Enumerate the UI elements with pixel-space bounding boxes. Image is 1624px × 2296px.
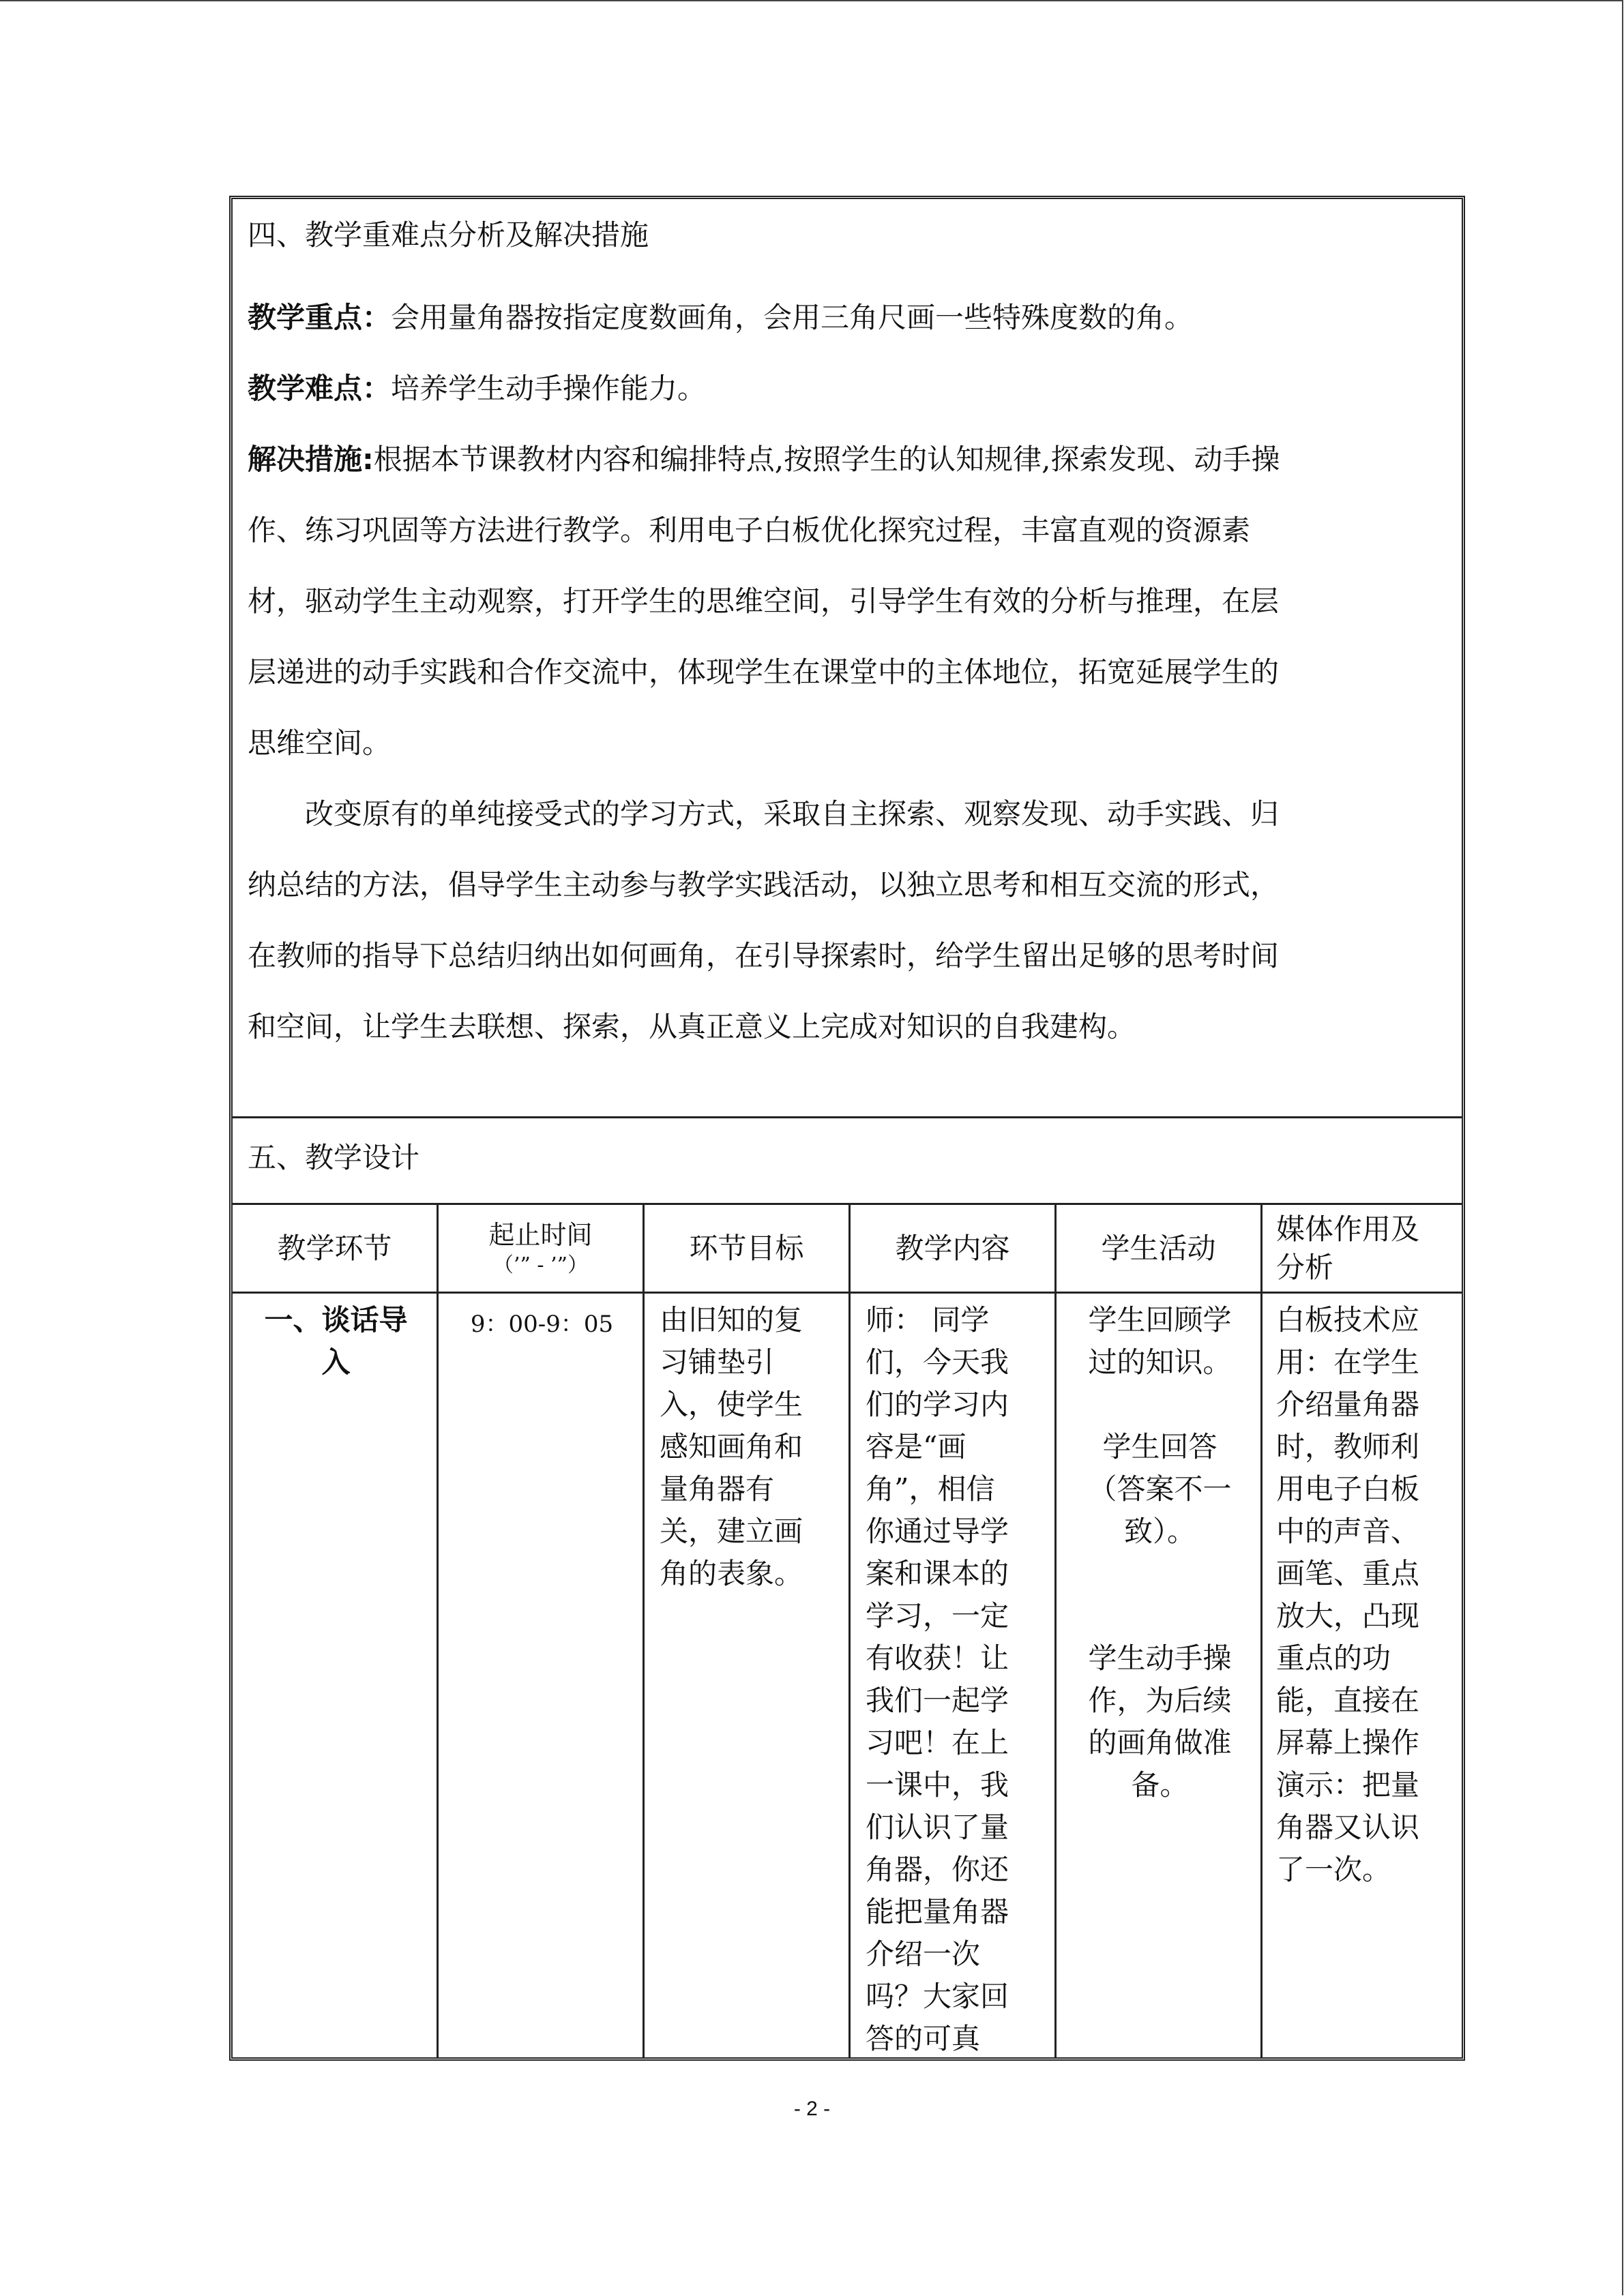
- difficulty-text: 培养学生动手操作能力。: [391, 372, 707, 405]
- header-media: [1263, 1205, 1462, 1294]
- media-line: 角器又认识: [1276, 1810, 1420, 1844]
- activity-line: 学生回顾学: [1088, 1303, 1232, 1337]
- activity-line: 作，为后续: [1088, 1684, 1232, 1717]
- content-line: 能把量角器: [866, 1895, 1009, 1928]
- media-line: 能，直接在: [1276, 1684, 1420, 1717]
- measures-label: 解决措施:: [248, 443, 374, 476]
- row1-stage-line: 入: [321, 1345, 351, 1379]
- header-time-label: 起止时间: [488, 1219, 593, 1250]
- content-line: 你通过导学: [866, 1515, 1009, 1548]
- media-line: 画笔、重点: [1276, 1557, 1420, 1590]
- content-line: 吗？大家回: [866, 1980, 1009, 2013]
- goal-line: 量角器有: [660, 1472, 775, 1506]
- teaching-design-table: [233, 1205, 1462, 2057]
- measures-line-5: 思维空间。: [248, 726, 392, 760]
- key-point-text: 会用量角器按指定度数画角，会用三角尺画一些特殊度数的角。: [391, 301, 1194, 334]
- column-time: [439, 1205, 645, 2057]
- content-line: 介绍一次: [866, 1937, 981, 1971]
- content-line: 们的学习内: [866, 1388, 1009, 1421]
- row1-goal: [645, 1294, 848, 1595]
- activity-line: 学生回答: [1102, 1430, 1217, 1463]
- header-stage: 教学环节: [233, 1205, 437, 1294]
- media-line: 重点的功: [1276, 1641, 1391, 1675]
- goal-line: 角的表象。: [660, 1557, 803, 1590]
- goal-line: 由旧知的复: [660, 1303, 803, 1337]
- content-line: 习吧！在上: [866, 1726, 1009, 1759]
- header-media-line: 媒体作用及: [1276, 1212, 1420, 1246]
- activity-line: 过的知识。: [1088, 1345, 1232, 1379]
- paragraph2-line-3: 在教师的指导下总结归纳出如何画角，在引导探索时，给学生留出足够的思考时间: [248, 939, 1280, 972]
- row1-stage: [233, 1294, 437, 1384]
- content-line: 们认识了量: [866, 1810, 1009, 1844]
- measures-line-4: 层递进的动手实践和合作交流中，体现学生在课堂中的主体地位，拓宽延展学生的: [248, 655, 1280, 689]
- header-content: 教学内容: [851, 1205, 1054, 1294]
- goal-line: 感知画角和: [660, 1430, 803, 1463]
- column-media: [1263, 1205, 1462, 2057]
- content-line: 答的可真: [866, 2022, 981, 2055]
- content-line: 角器，你还: [866, 1853, 1009, 1886]
- column-goal: [645, 1205, 851, 2057]
- column-stage: [233, 1205, 439, 2057]
- content-line: 学习，一定: [866, 1599, 1009, 1632]
- measures-line-1: [248, 424, 1462, 495]
- goal-line: 入，使学生: [660, 1388, 803, 1421]
- key-point-line: [248, 282, 1462, 353]
- content-line: 一课中，我: [866, 1768, 1009, 1802]
- activity-line: 学生动手操: [1088, 1641, 1232, 1675]
- row1-activity: [1057, 1294, 1260, 1806]
- media-line: 介绍量角器: [1276, 1388, 1420, 1421]
- media-line: 用：在学生: [1276, 1345, 1420, 1379]
- media-line: 放大，凸现: [1276, 1599, 1420, 1632]
- media-line: 中的声音、: [1276, 1515, 1420, 1548]
- header-activity: 学生活动: [1057, 1205, 1260, 1294]
- media-line: 屏幕上操作: [1276, 1726, 1420, 1759]
- section5-heading: 五、教学设计: [233, 1118, 1462, 1205]
- row1-time: 9：00-9：05: [470, 1311, 614, 1338]
- media-line: 演示：把量: [1276, 1768, 1420, 1802]
- content-line: 案和课本的: [866, 1557, 1009, 1590]
- activity-line: （答案不一: [1088, 1472, 1232, 1506]
- content-line: 我们一起学: [866, 1684, 1009, 1717]
- document-table: [229, 196, 1465, 2061]
- media-line: 了一次。: [1276, 1853, 1391, 1886]
- activity-line: 致）。: [1123, 1515, 1196, 1548]
- measures-line-3: 材，驱动学生主动观察，打开学生的思维空间，引导学生有效的分析与推理，在层: [248, 584, 1280, 618]
- row1-content: [851, 1294, 1054, 2060]
- measures-text: 根据本节课教材内容和编排特点,按照学生的认知规律,探索发现、动手操: [373, 443, 1280, 476]
- header-time-format: （’” - ’”）: [493, 1253, 588, 1277]
- media-line: 用电子白板: [1276, 1472, 1420, 1506]
- column-content: [851, 1205, 1057, 2057]
- page-number: - 2 -: [793, 2098, 831, 2120]
- header-media-line: 分析: [1276, 1250, 1334, 1284]
- difficulty-line: [248, 353, 1462, 424]
- paragraph2-line-2: 纳总结的方法，倡导学生主动参与教学实践活动，以独立思考和相互交流的形式，: [248, 868, 1280, 901]
- row1-media: [1263, 1294, 1462, 1891]
- column-activity: [1057, 1205, 1263, 2057]
- content-line: 角”，相信: [866, 1472, 995, 1506]
- paragraph2-line-4: 和空间，让学生去联想、探索，从真正意义上完成对知识的自我建构。: [248, 1010, 1136, 1043]
- content-line: 有收获！让: [866, 1641, 1009, 1675]
- media-line: 时，教师利: [1276, 1430, 1420, 1463]
- header-goal: 环节目标: [645, 1205, 848, 1294]
- content-line: 师： 同学: [866, 1303, 990, 1337]
- content-line: 容是“画: [866, 1430, 966, 1463]
- section4-heading: 四、教学重难点分析及解决措施: [248, 218, 649, 252]
- difficulty-label: 教学难点：: [248, 372, 392, 405]
- goal-line: 关，建立画: [660, 1515, 803, 1548]
- content-line: 们，今天我: [866, 1345, 1009, 1379]
- media-line: 白板技术应: [1276, 1303, 1420, 1337]
- row1-stage-line: 一、谈话导: [264, 1303, 408, 1337]
- header-time: [439, 1205, 643, 1294]
- paragraph2-line-1: 改变原有的单纯接受式的学习方式，采取自主探索、观察发现、动手实践、归: [305, 797, 1280, 831]
- activity-line: 的画角做准: [1088, 1726, 1232, 1759]
- goal-line: 习铺垫引: [660, 1345, 775, 1379]
- key-point-label: 教学重点：: [248, 301, 392, 334]
- activity-line: 备。: [1131, 1768, 1189, 1802]
- measures-line-2: 作、练习巩固等方法进行教学。利用电子白板优化探究过程，丰富直观的资源素: [248, 513, 1251, 547]
- section-key-difficult-points: [233, 199, 1462, 1118]
